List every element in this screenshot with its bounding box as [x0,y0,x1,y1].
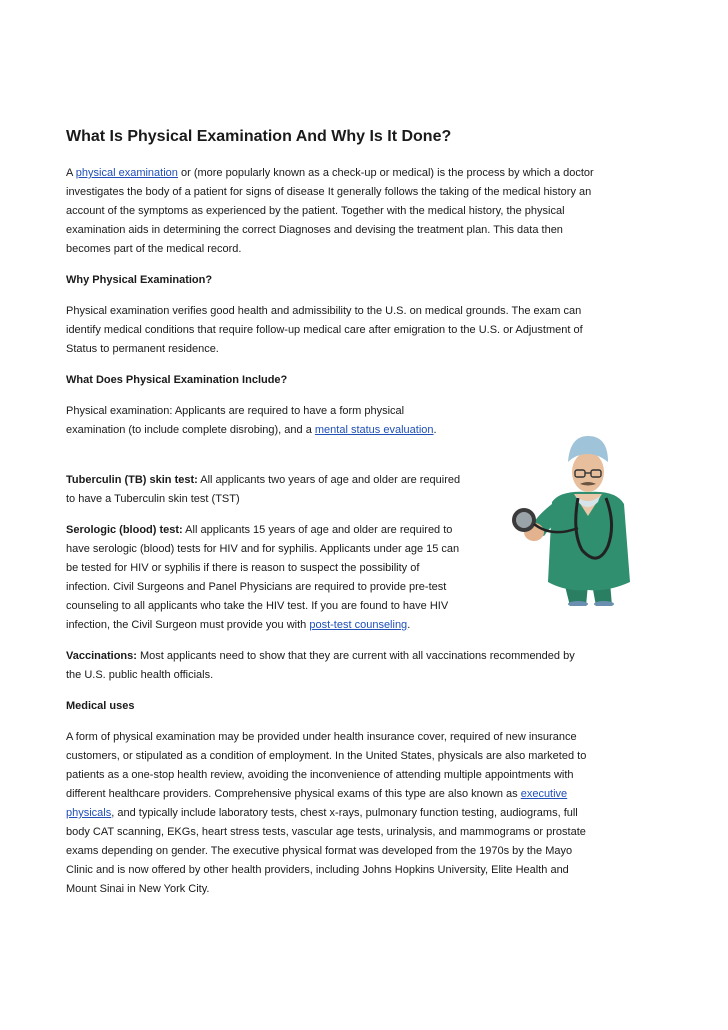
stethoscope-diaphragm [516,512,532,528]
page-title: What Is Physical Examination And Why Is It Done? [66,128,452,145]
mental-status-evaluation-link[interactable]: mental status evaluation [314,424,434,436]
sero-line-3: be tested for HIV or syphilis if there is reason to suspect the possibility of [66,562,420,574]
intro-line-3: account of the symptoms as experienced by the patient. Together with the medical history, the physical [66,205,565,217]
vacc-line-1 [66,647,575,666]
vacc-line-1-rest: Most applicants need to show that they are current with all vaccinations recommended by [136,650,575,662]
sero-line-4: infection. Civil Surgeons and Panel Physicians are required to provide pre-test [66,581,447,593]
tb-line-1-rest: All applicants two years of age and older are required [197,474,461,486]
executive-physicals-link-part2[interactable]: physicals [66,807,112,819]
executive-physicals-link-part1[interactable]: executive [520,788,568,800]
physical-examination-link[interactable]: physical examination [75,167,178,179]
uses-line-6: body CAT scanning, EKGs, heart stress tests, vascular age tests, urinalysis, and mammograms or prostate [66,826,586,838]
head [572,452,604,492]
uses-line-8: Clinic and is now offered by other health providers, including Johns Hopkins University, Elite Health and [66,864,569,876]
uses-line-1: A form of physical examination may be provided under health insurance cover, required of new insurance [66,731,577,743]
sero-line-5: counseling to all applicants who take the HIV test. If you are found to have HIV [66,600,449,612]
uses-line-5 [66,804,578,823]
sero-line-1-rest: All applicants 15 years of age and older are required to [182,524,453,536]
why-line-1: Physical examination verifies good health and admissibility to the U.S. on medical grounds. The exam can [66,305,582,317]
intro-line-4: examination aids in determining the correct Diagnoses and devising the treatment plan. This data then [66,224,563,236]
tb-line-1 [66,471,460,490]
include-heading: What Does Physical Examination Include? [66,374,288,386]
uses-line-4-prefix: different healthcare providers. Comprehensive physical exams of this type are also known as [66,788,521,800]
intro-line-2: investigates the body of a patient for signs of disease It generally follows the taking of the medical history an [66,186,592,198]
uses-line-5-rest: , and typically include laboratory tests, chest x-rays, pulmonary function testing, audiograms, full [111,807,578,819]
sero-line-6 [66,616,410,635]
why-line-3: Status to permanent residence. [66,343,219,355]
doctor-with-stethoscope-image [512,432,660,606]
intro-line-5: becomes part of the medical record. [66,243,242,255]
uses-heading: Medical uses [66,700,135,712]
sero-line-1 [66,521,452,540]
uses-line-9: Mount Sinai in New York City. [66,883,210,895]
why-heading: Why Physical Examination? [66,274,213,286]
include-line-1: Physical examination: Applicants are required to have a form physical [66,405,405,417]
uses-line-3: patients as a one-stop health review, avoiding the inconvenience of attending multiple appointments with [66,769,574,781]
tb-label: Tuberculin (TB) skin test: [66,474,198,486]
sero-line-2: have serologic (blood) tests for HIV and for syphilis. Applicants under age 15 can [66,543,460,555]
vacc-line-2: the U.S. public health officials. [66,669,214,681]
why-line-2: identify medical conditions that require follow-up medical care after emigration to the U.S. or Adjustment of [66,324,583,336]
sero-line-6-suffix: . [407,619,411,631]
intro-prefix: A [66,167,76,179]
uses-line-4 [66,785,567,804]
tb-line-2: to have a Tuberculin skin test (TST) [66,493,240,505]
include-line-2-suffix: . [433,424,437,436]
include-line-2 [66,421,437,440]
sero-label: Serologic (blood) test: [66,524,183,536]
vacc-label: Vaccinations: [66,650,137,662]
intro-line-1 [66,164,594,183]
intro-line-1-rest: or (more popularly known as a check-up or medical) is the process by which a doctor [177,167,594,179]
post-test-counseling-link[interactable]: post-test counseling [309,619,408,631]
uses-line-7: exams depending on gender. The executive physical format was developed from the 1970s by the Mayo [66,845,573,857]
sero-line-6-prefix: infection, the Civil Surgeon must provide you with [66,619,310,631]
uses-line-2: customers, or stipulated as a condition of employment. In the United States, physicals are also marketed to [66,750,587,762]
include-line-2-prefix: examination (to include complete disrobing), and a [66,424,315,436]
